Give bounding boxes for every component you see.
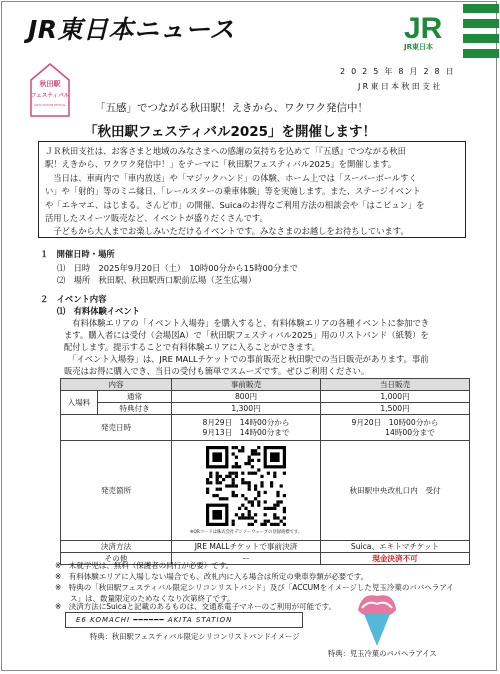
intro-line: 当日は、車両内で「車内放送」や「マジックハンド」の体験、ホーム上では「スーパーボールすく	[45, 172, 417, 183]
release-date: 2025年8月28日	[340, 67, 460, 76]
section1-date: ⑴ 日時 2025年9月20日（土） 10時00分から15時00分まで	[57, 263, 298, 273]
intro-line: 子どもから大人までお楽しみいただけるイベントです。みなさまのお越しをお待ちしています。	[45, 226, 409, 237]
pay-day: Suica、エキトマチケット	[321, 541, 470, 553]
period-day	[321, 415, 470, 441]
period-pre-line: 9月13日 14時00分まで	[202, 427, 290, 437]
price-pre: 1,300円	[172, 403, 321, 415]
tagline: 「五感」でつながる秋田駅！えきから、ワクワク発信中！	[95, 102, 368, 114]
ticket-table	[60, 378, 470, 565]
section2-body: 「イベント入場券」は、JRE MALLチケットでの事前販売と秋田駅での当日販売があります。事前	[64, 354, 429, 364]
place-day: 秋田駅中央改札口内 受付	[321, 441, 470, 541]
badge-sub: AKITA STATION FESTIVAL	[34, 104, 66, 107]
period-day-line: 14時00分まで	[385, 427, 435, 437]
section1-place: ⑵ 場所 秋田駅、秋田駅西口駅前広場（芝生広場）	[57, 275, 257, 285]
note: ※ 有料体験エリアに入場しない場合でも、改札内に入る場合は所定の乗車券類が必要です。	[55, 572, 369, 581]
other-pre: ー	[172, 553, 321, 565]
masthead-title: JR東日本ニュース	[28, 15, 235, 44]
section2-body: 販売はお得に購入でき、当日の受付も簡単でスムーズです。ぜひご利用ください。	[64, 366, 370, 376]
section2-body: ます。購入者には受付（会場図A）で「秋田駅フェスティバル2025」用のリストバンド（紙製）を	[64, 330, 429, 340]
ice-caption: 特典：児玉冷菓のババヘラアイス	[328, 649, 437, 658]
intro-line: 駅！えきから、ワクワク発信中！」をテーマに「秋田駅フェスティバル2025」を開催します。	[45, 159, 397, 170]
jr-logo-text: JR東日本	[404, 43, 433, 51]
headline: 「秋田駅フェスティバル2025」を開催します！	[84, 124, 377, 140]
festival-badge-logo	[27, 60, 73, 118]
intro-line: や「エキマエ、はじまる。さんど市」の開催、Suicaのお得なご利用方法の相談会や「はこビュン」を	[45, 199, 425, 210]
table-header: 当日販売	[321, 379, 470, 391]
price-day: 1,500円	[321, 403, 470, 415]
note: ※ 未就学児は、無料（保護者の同行が必要）です。	[55, 561, 234, 570]
other-label: その他	[61, 553, 172, 565]
jr-logo	[402, 8, 444, 46]
section2-body: 配付します。提示することで有料体験エリアに入ることができます。	[64, 342, 320, 352]
section1-heading: １ 開催日時・場所	[40, 249, 115, 259]
row-label: 通常	[98, 391, 172, 403]
intro-line: ＪＲ秋田支社は、お客さまと地域のみなさまへの感謝の気持ちを込めて「『五感』でつながる秋田	[45, 146, 406, 156]
table-header: 内容	[61, 379, 172, 391]
section2-sub: ⑴ 有料体験イベント	[57, 306, 140, 316]
ice-cream-image	[350, 588, 404, 648]
period-pre-line: 8月29日 14時00分から	[202, 417, 290, 427]
section2-body: 有料体験エリアの「イベント入場券」を購入すると、有料体験エリアの各種イベントに参加でき	[64, 318, 430, 328]
green-stripe	[463, 4, 499, 13]
period-day-line: 9月20日 10時00分から	[351, 417, 439, 427]
intro-line: 活用したスイーツ販売など、イベントが盛りだくさんです。	[45, 213, 268, 224]
wristband-image: E6 KOMACHI ━━━━━━ AKITA STATION	[65, 612, 303, 628]
other-day: 現金決済不可	[321, 553, 470, 565]
note: ※ 特典の「秋田駅フェスティバル限定シリコンリストバンド」及び「ACCUMをイメージした児玉冷菓のババヘラアイ	[55, 583, 454, 592]
note: ※ 決済方法にSuicaと記載のあるものは、交通系電子マネーのご利用が可能です。	[55, 602, 336, 611]
intro-line: い」や「射的」等のミニ縁日、「レールスターの乗車体験」等を実施します。また、ステージイベント	[45, 186, 421, 197]
issuing-org: JR東日本秋田支社	[358, 82, 443, 91]
green-stripe	[463, 49, 499, 58]
row-label: 特典付き	[98, 403, 172, 415]
intro-box	[38, 141, 466, 238]
pay-label: 決済方法	[61, 541, 172, 553]
qr-code[interactable]	[206, 446, 286, 526]
place-pre	[172, 441, 321, 541]
fee-label: 入場料	[61, 391, 98, 415]
period-pre	[172, 415, 321, 441]
green-stripe	[463, 34, 499, 43]
place-label: 発売箇所	[61, 441, 172, 541]
svg-text:JR: JR	[404, 12, 443, 45]
price-pre: 800円	[172, 391, 321, 403]
section2-heading: ２ イベント内容	[40, 294, 107, 304]
table-header: 事前販売	[172, 379, 321, 391]
period-label: 発売日時	[61, 415, 172, 441]
badge-line1: 秋田駅	[39, 80, 61, 88]
note: ス」は、数量限定のためなくなり次第終了です。	[55, 594, 235, 603]
wristband-caption: 特典：秋田駅フェスティバル限定シリコンリストバンドイメージ	[90, 632, 300, 641]
qr-note: ※QRコードは株式会社デンソーウェーブの登録商標です。	[189, 529, 303, 535]
price-day: 1,000円	[321, 391, 470, 403]
badge-line2: フェスティバル	[30, 93, 70, 99]
pay-pre: JRE MALLチケットで事前決済	[172, 541, 321, 553]
green-stripe	[463, 19, 499, 28]
